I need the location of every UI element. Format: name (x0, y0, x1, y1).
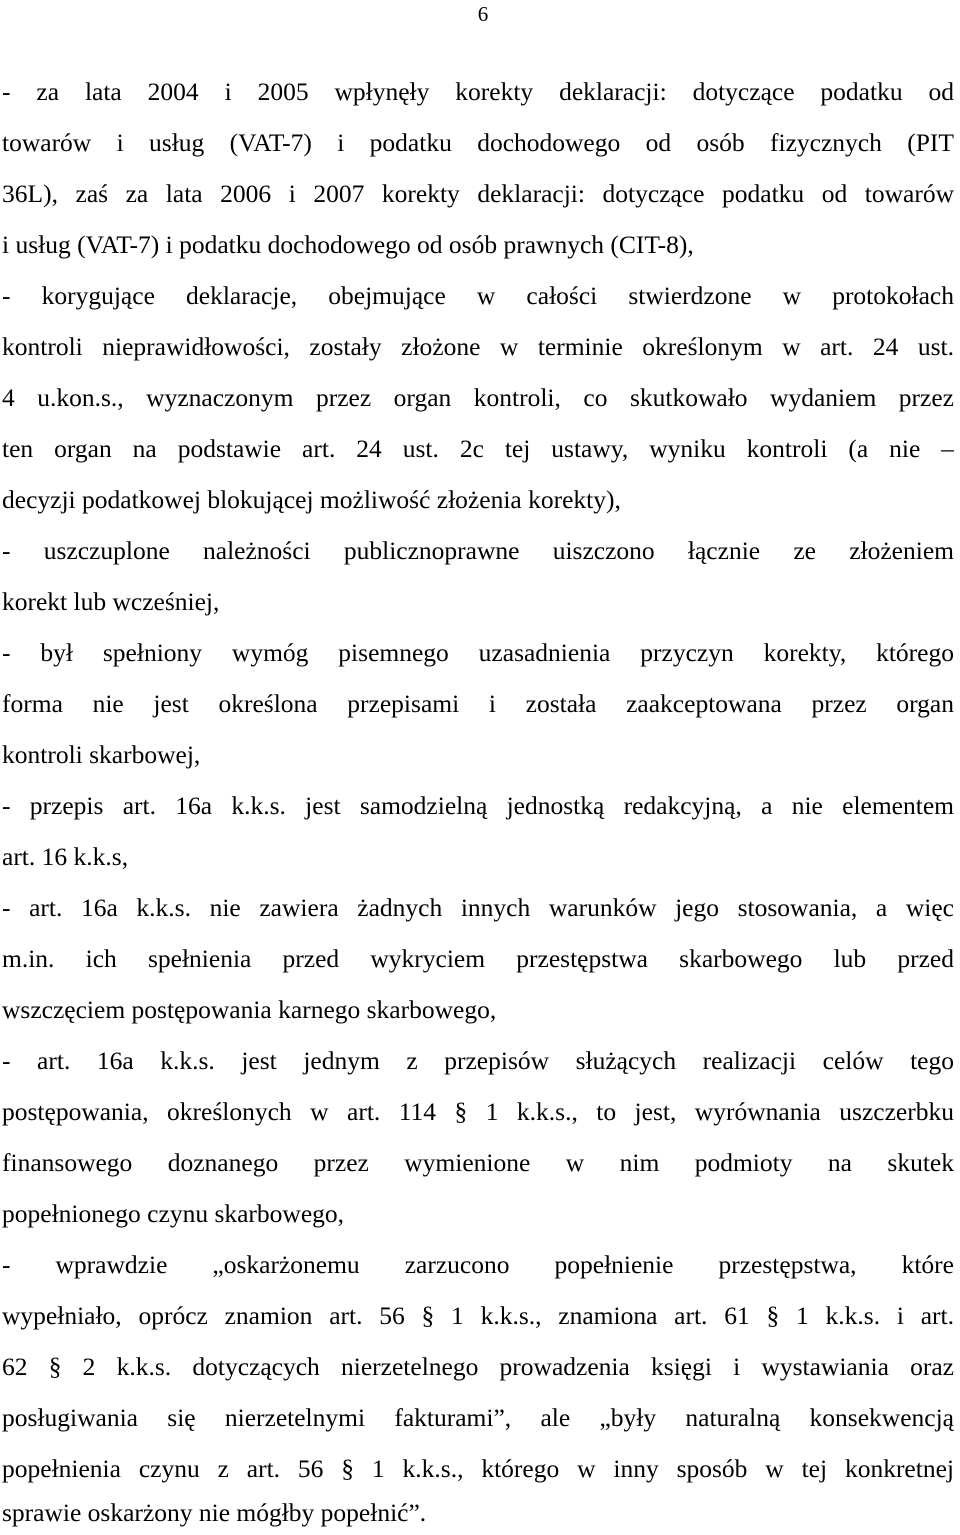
text-line: i usług (VAT-7) i podatku dochodowego od osób prawnych (CIT-8), (2, 230, 694, 259)
text-line: 62 § 2 k.k.s. dotyczących nierzetelnego prowadzenia księgi i wystawiania oraz (2, 1352, 954, 1381)
text-line: forma nie jest określona przepisami i została zaakceptowana przez organ (2, 689, 954, 718)
text-line: towarów i usług (VAT-7) i podatku dochodowego od osób fizycznych (PIT (2, 128, 954, 157)
text-line: sprawie oskarżony nie mógłby popełnić”. (2, 1498, 427, 1527)
text-line: - był spełniony wymóg pisemnego uzasadnienia przyczyn korekty, którego (2, 638, 954, 667)
text-line: wszczęciem postępowania karnego skarbowego, (2, 995, 497, 1024)
text-line: popełnienia czynu z art. 56 § 1 k.k.s., którego w inny sposób w tej konkretnej (2, 1454, 954, 1483)
text-line: decyzji podatkowej blokującej możliwość złożenia korekty), (2, 485, 621, 514)
text-line: popełnionego czynu skarbowego, (2, 1199, 345, 1228)
text-line: - art. 16a k.k.s. jest jednym z przepisów służących realizacji celów tego (2, 1046, 954, 1075)
text-line: - wprawdzie „oskarżonemu zarzucono popełnienie przestępstwa, które (2, 1250, 954, 1279)
text-line: - uszczuplone należności publicznoprawne uiszczono łącznie ze złożeniem (2, 536, 954, 565)
text-line: - za lata 2004 i 2005 wpłynęły korekty deklaracji: dotyczące podatku od (2, 77, 954, 106)
text-line: 36L), zaś za lata 2006 i 2007 korekty deklaracji: dotyczące podatku od towarów (2, 179, 954, 208)
text-line: korekt lub wcześniej, (2, 587, 220, 616)
text-line: - korygujące deklaracje, obejmujące w całości stwierdzone w protokołach (2, 281, 954, 310)
text-line: 4 u.kon.s., wyznaczonym przez organ kontroli, co skutkowało wydaniem przez (2, 383, 954, 412)
text-line: wypełniało, oprócz znamion art. 56 § 1 k.k.s., znamiona art. 61 § 1 k.k.s. i art. (2, 1301, 954, 1330)
text-line: - art. 16a k.k.s. nie zawiera żadnych innych warunków jego stosowania, a więc (2, 893, 954, 922)
text-line: - przepis art. 16a k.k.s. jest samodzielną jednostką redakcyjną, a nie elementem (2, 791, 954, 820)
text-line: art. 16 k.k.s, (2, 842, 129, 871)
text-line: posługiwania się nierzetelnymi fakturami”, ale „były naturalną konsekwencją (2, 1403, 954, 1432)
text-line: finansowego doznanego przez wymienione w nim podmioty na skutek (2, 1148, 954, 1177)
text-line: kontroli skarbowej, (2, 740, 201, 769)
text-line: kontroli nieprawidłowości, zostały złożone w terminie określonym w art. 24 ust. (2, 332, 954, 361)
text-line: postępowania, określonych w art. 114 § 1 k.k.s., to jest, wyrównania uszczerbku (2, 1097, 954, 1126)
text-line: ten organ na podstawie art. 24 ust. 2c tej ustawy, wyniku kontroli (a nie – (2, 434, 954, 463)
text-line: m.in. ich spełnienia przed wykryciem przestępstwa skarbowego lub przed (2, 944, 954, 973)
page-number: 6 (477, 2, 489, 26)
